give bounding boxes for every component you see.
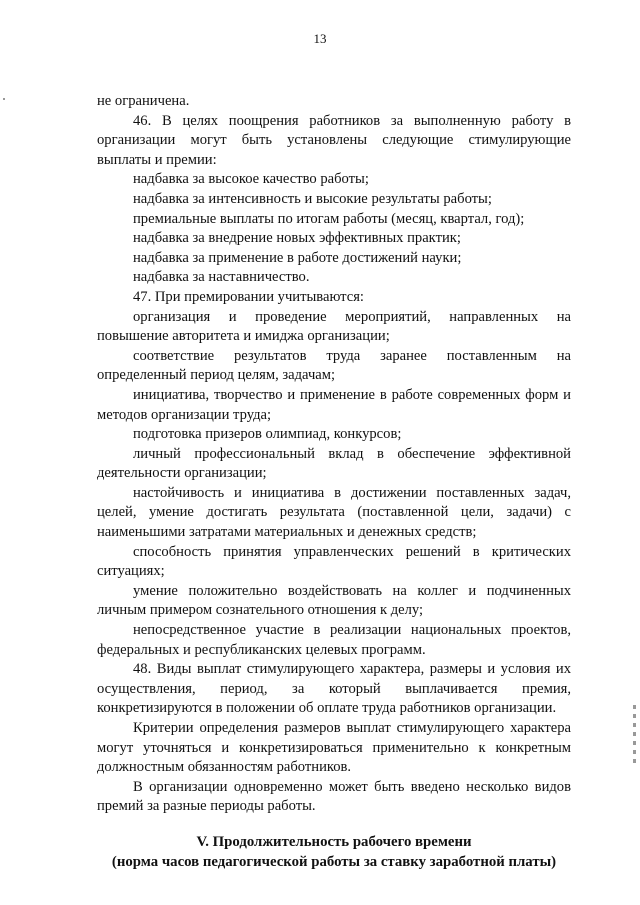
- list-item: непосредственное участие в реализации национальных проектов, федеральных и республиканских целевых программ.: [97, 622, 571, 658]
- list-item: подготовка призеров олимпиад, конкурсов;: [133, 426, 402, 443]
- scan-edge-marks: [633, 705, 636, 767]
- scan-margin-mark: [3, 98, 5, 100]
- list-item: умение положительно воздействовать на коллег и подчиненных личным примером сознательного отношения к делу;: [97, 582, 571, 619]
- list-item: надбавка за наставничество.: [133, 269, 310, 286]
- list-item: надбавка за применение в работе достижений науки;: [133, 249, 462, 266]
- list-item: премиальные выплаты по итогам работы (месяц, квартал, год);: [133, 210, 525, 227]
- paragraph: Критерии определения размеров выплат стимулирующего характера могут уточняться и конкретизироваться применительно к конкретным должностным обязанностям работников.: [97, 720, 571, 776]
- paragraph-item-47: 47. При премировании учитываются:: [133, 288, 364, 305]
- list-item: способность принятия управленческих решений в критических ситуациях;: [97, 543, 571, 580]
- list-item: организация и проведение мероприятий, направленных на повышение авторитета и имиджа организации;: [97, 308, 571, 345]
- list-item: личный профессиональный вклад в обеспечение эффективной деятельности организации;: [97, 445, 571, 482]
- list-item: надбавка за интенсивность и высокие результаты работы;: [133, 190, 492, 207]
- section-title: V. Продолжительность рабочего времени: [196, 833, 472, 850]
- list-item: соответствие результатов труда заранее поставленным на определенный период целям, задачам;: [97, 347, 571, 384]
- page-number: 13: [313, 31, 327, 46]
- section-subtitle: (норма часов педагогической работы за ставку заработной платы): [111, 853, 557, 870]
- list-item: надбавка за внедрение новых эффективных практик;: [133, 230, 461, 247]
- list-item: настойчивость и инициатива в достижении поставленных задач, целей, умение достигать результата (поставленной цели, задачи) с наименьшими затратами материальных и денежных средств;: [97, 484, 571, 541]
- paragraph: В организации одновременно может быть введено несколько видов премий за разные периоды работы.: [97, 778, 571, 815]
- list-item: инициатива, творчество и применение в работе современных форм и методов организации труда;: [97, 386, 571, 423]
- list-item: надбавка за высокое качество работы;: [133, 171, 369, 188]
- paragraph: не ограничена.: [97, 93, 190, 109]
- paragraph-item-46: 46. В целях поощрения работников за выполненную работу в организации могут быть установлены следующие стимулирующие выплаты и премии:: [97, 112, 571, 168]
- section-spacer: [97, 817, 571, 833]
- paragraph-item-48: 48. Виды выплат стимулирующего характера, размеры и условия их осуществления, период, за который выплачивается премия, конкретизируются в положении об оплате труда работников организации.: [97, 661, 571, 717]
- document-body: [97, 92, 571, 872]
